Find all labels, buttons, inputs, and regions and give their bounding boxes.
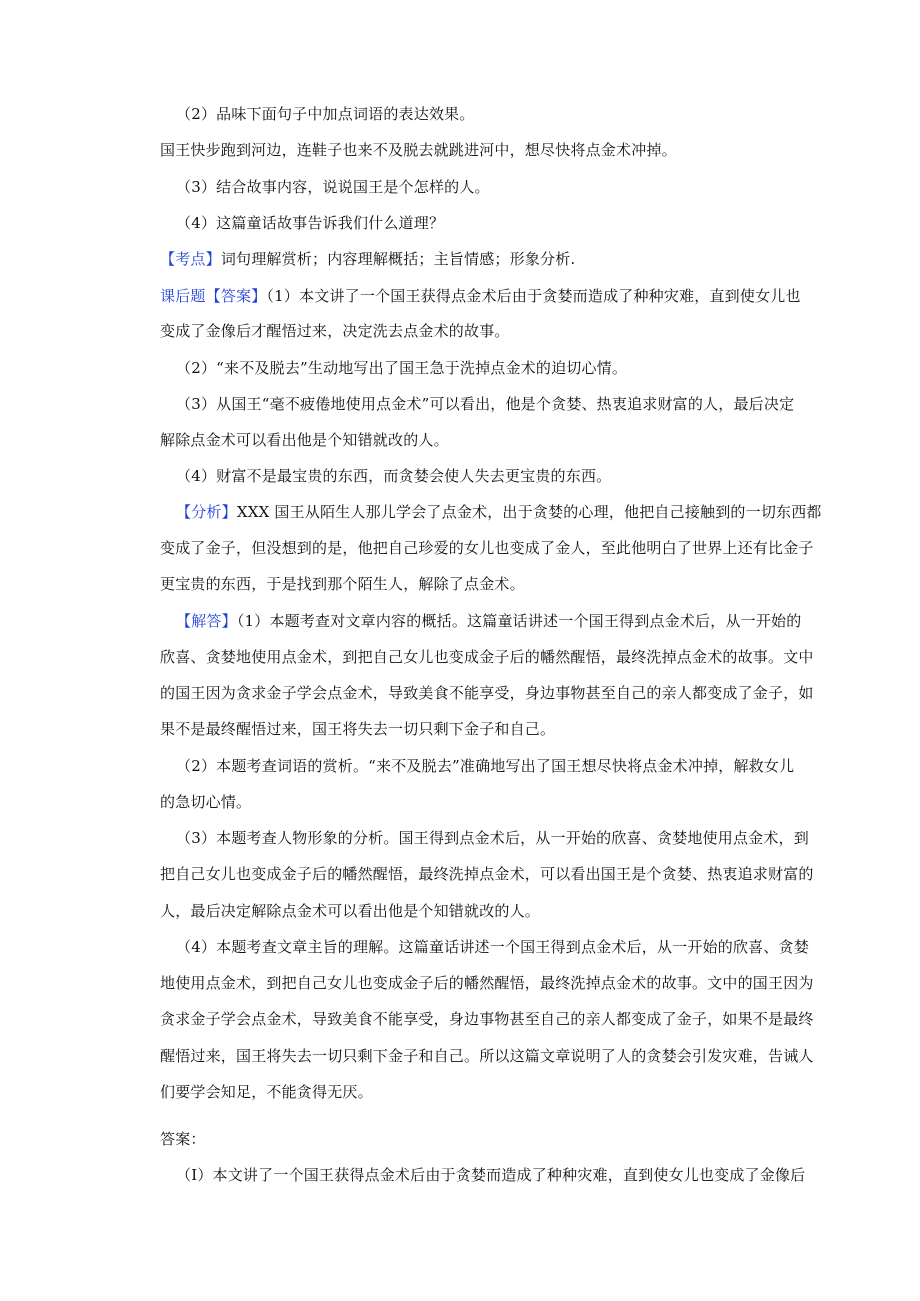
answer-1-line-2: 变成了金像后才醒悟过来，决定洗去点金术的故事。	[160, 322, 510, 340]
solution-3-line-1: （3）本题考查人物形象的分析。国王得到点金术后，从一开始的欣喜、贪婪地使用点金术，到	[176, 829, 809, 847]
kaodian-line	[160, 248, 575, 270]
solution-1-line-1	[176, 610, 801, 632]
answer-2: （2）“来不及脱去”生动地写出了国王急于洗掉点金术的迫切心情。	[176, 359, 628, 377]
solution-3-line-2: 把自己女儿也变成金子后的幡然醒悟，最终洗掉点金术，可以看出国王是个贪婪、热衷追求财富的	[160, 865, 814, 883]
answer-4: （4）财富不是最宝贵的东西，而贪婪会使人失去更宝贵的东西。	[176, 467, 612, 485]
solution-4-line-4: 醒悟过来，国王将失去一切只剩下金子和自己。所以这篇文章说明了人的贪婪会引发灾难，告诫人	[160, 1047, 814, 1065]
analysis-line-1	[176, 501, 822, 523]
question-4: （4）这篇童话故事告诉我们什么道理？	[176, 214, 445, 232]
solution-4-line-2: 地使用点金术，到把自己女儿也变成金子后的幡然醒悟，最终洗掉点金术的故事。文中的国王因为	[160, 974, 814, 992]
answer-3-line-2: 解除点金术可以看出他是个知错就改的人。	[160, 431, 449, 449]
analysis-text-1: XXX 国王从陌生人那儿学会了点金术，出于贪婪的心理，他把自己接触到的一切东西都	[236, 503, 822, 521]
solution-3-line-3: 人，最后决定解除点金术可以看出他是个知错就改的人。	[160, 902, 541, 920]
solution-4-line-1: （4）本题考查文章主旨的理解。这篇童话讲述一个国王得到点金术后，从一开始的欣喜、贪婪	[176, 938, 809, 956]
analysis-line-3: 更宝贵的东西，于是找到那个陌生人，解除了点金术。	[160, 575, 525, 593]
solution-tag: 【解答】	[176, 612, 237, 630]
answer-section-line-1: （I）本文讲了一个国王获得点金术后由于贪婪而造成了种种灾难，直到使女儿也变成了金像后	[176, 1166, 806, 1184]
analysis-tag: 【分析】	[176, 503, 237, 521]
kaodian-text: 词句理解赏析；内容理解概括；主旨情感；形象分析.	[220, 250, 576, 268]
answer-3-line-1: （3）从国王“毫不疲倦地使用点金术”可以看出，他是个贪婪、热衷追求财富的人，最后决定	[176, 395, 795, 413]
analysis-line-2: 变成了金子，但没想到的是，他把自己珍爱的女儿也变成了金人，至此他明白了世界上还有比金子	[160, 539, 814, 557]
kaodian-tag: 【考点】	[160, 250, 221, 268]
answer-tag: 【答案】	[205, 287, 267, 305]
solution-2-line-1: （2）本题考查词语的赏析。“来不及脱去”准确地写出了国王想尽快将点金术冲掉，解救女儿	[176, 757, 795, 775]
solution-4-line-5: 们要学会知足，不能贪得无厌。	[160, 1083, 373, 1101]
solution-4-line-3: 贪求金子学会点金术，导致美食不能享受，身边事物甚至自己的亲人都变成了金子，如果不是最终	[160, 1010, 814, 1028]
answer-1-text-1: （1）本文讲了一个国王获得点金术后由于贪婪而造成了种种灾难，直到使女儿也	[266, 287, 801, 305]
answer-1-line-1	[160, 285, 801, 307]
solution-1-line-3: 的国王因为贪求金子学会点金术，导致美食不能享受，身边事物甚至自己的亲人都变成了金子，如	[160, 684, 814, 702]
answer-label: 答案：	[160, 1130, 206, 1148]
answer-prefix: 课后题	[160, 287, 206, 305]
question-3: （3）结合故事内容，说说国王是个怎样的人。	[176, 178, 490, 196]
question-2: （2）品味下面句子中加点词语的表达效果。	[176, 105, 475, 123]
solution-1-text-1: （1）本题考查对文章内容的概括。这篇童话讲述一个国王得到点金术后，从一开始的	[236, 612, 802, 630]
solution-2-line-2: 的急切心情。	[160, 793, 252, 811]
question-2-sentence: 国王快步跑到河边，连鞋子也来不及脱去就跳进河中，想尽快将点金术冲掉。	[160, 141, 677, 159]
solution-1-line-4: 果不是最终醒悟过来，国王将失去一切只剩下金子和自己。	[160, 720, 556, 738]
solution-1-line-2: 欣喜、贪婪地使用点金术，到把自己女儿也变成金子后的幡然醒悟，最终洗掉点金术的故事。文中	[160, 648, 814, 666]
